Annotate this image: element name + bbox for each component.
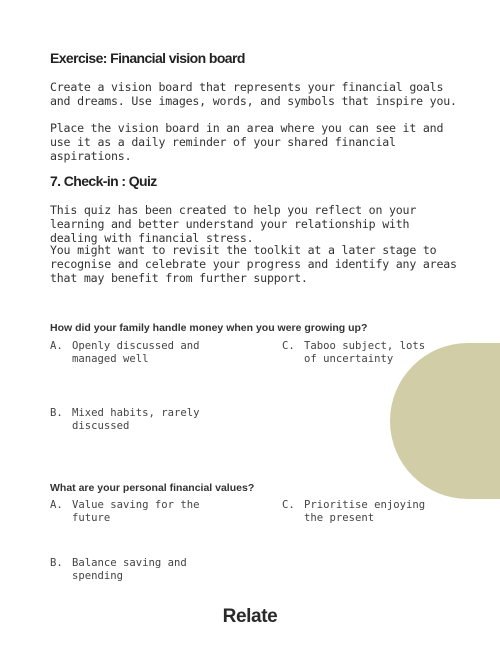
relate-logo: Relate (222, 606, 278, 627)
vision-board-heading: Exercise: Financial vision board (50, 50, 245, 66)
option-text: Mixed habits, rarely discussed (72, 407, 200, 432)
quiz-1-option-b[interactable] (50, 407, 202, 433)
vision-board-paragraph-2: Place the vision board in an area where you can see it and use it as a daily reminder of your shared financial aspirations. (50, 121, 444, 163)
option-letter: A. (50, 499, 63, 511)
option-text: Balance saving and spending (72, 557, 187, 582)
option-letter: C. (282, 499, 295, 511)
checkin-heading: 7. Check-in : Quiz (50, 173, 157, 189)
quiz-question-1: How did your family handle money when you were growing up? (50, 322, 368, 334)
quiz-1-option-a[interactable] (50, 340, 202, 366)
option-letter: B. (50, 407, 63, 419)
vision-board-paragraph-1: Create a vision board that represents your financial goals and dreams. Use images, words, and symbols that inspire you. (50, 80, 457, 108)
option-text: Prioritise enjoying the present (304, 499, 426, 524)
checkin-paragraph-1: This quiz has been created to help you reflect on your learning and better understand your relationship with dealing with financial stress. (50, 203, 417, 245)
quiz-2-option-a[interactable] (50, 499, 202, 525)
option-letter: C. (282, 340, 295, 352)
checkin-paragraph-2: You might want to revisit the toolkit at a later stage to recognise and celebrate your progress and identify any areas that may benefit from further support. (50, 243, 457, 285)
decorative-shape (390, 343, 500, 499)
option-text: Taboo subject, lots of uncertainty (304, 340, 426, 365)
quiz-2-option-b[interactable] (50, 557, 202, 583)
option-letter: B. (50, 557, 63, 569)
quiz-1-option-c[interactable] (282, 340, 434, 366)
quiz-2-option-c[interactable] (282, 499, 434, 525)
option-letter: A. (50, 340, 63, 352)
quiz-question-2: What are your personal financial values? (50, 482, 255, 494)
option-text: Openly discussed and managed well (72, 340, 200, 365)
option-text: Value saving for the future (72, 499, 200, 524)
